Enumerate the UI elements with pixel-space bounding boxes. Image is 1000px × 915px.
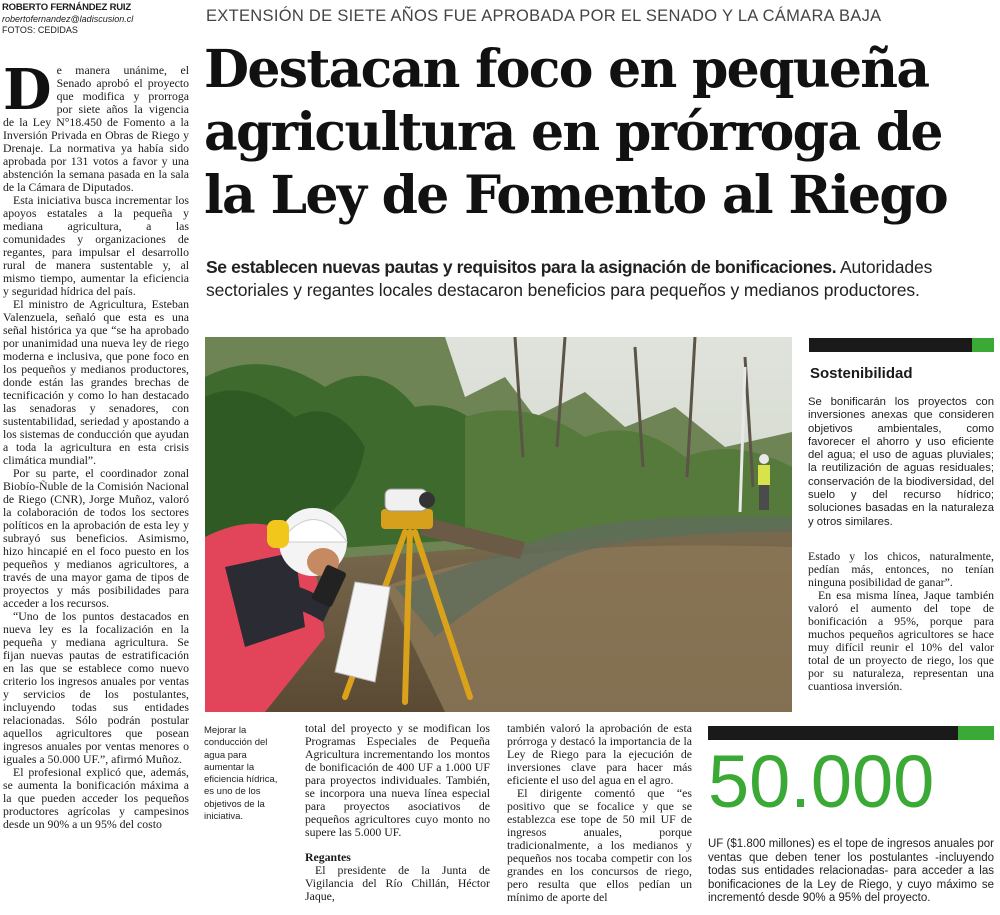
body-paragraph: Estado y los chicos, naturalmente, pedían más, entonces, no tenían ninguna posibilidad de ganar”.: [808, 549, 994, 589]
body-paragraph: Por su parte, el coordinador zonal Biobío-Ñuble de la Comisión Nacional de Riego (CNR), Jorge Muñoz, valoró la colaboración de todos los sectores políticos en la aprobación de esta ley y subrayó sus beneficios. Asimismo, hizo hincapié en el foco puesto en los pequeños y medianos agricultores, a través de una mayor gama de tipos de proyectos y más posibilidades para acceder a los recursos.: [3, 466, 189, 610]
body-paragraph: Esta iniciativa busca incrementar los apoyos estatales a la pequeña y mediana agricultura, a las comunidades y organizaciones de regantes, para impulsar el desarrollo rural de manera sustentable y, al mismo tiempo, aumentar la eficiencia y seguridad hídrica del país.: [3, 193, 189, 298]
body-paragraph: total del proyecto y se modifican los Programas Especiales de Pequeña Agricultura incrementando los montos de bonificación de 400 UF a 1.000 UF para proyectos individuales. También, se incorpora una nueva línea especial para proyectos asociativos de pequeños agricultores cuyo monto no supere las 5.000 UF.: [305, 721, 490, 839]
deck: [206, 256, 996, 302]
sidebar-rule-accent: [972, 338, 994, 352]
factbox-text: UF ($1.800 millones) es el tope de ingresos anuales por ventas que deben tener los postulantes -incluyendo todas sus entidades relacionadas- para acceder a las bonificaciones de la Ley de Riego, y cuyo máximo se incrementó desde 90% a 95% del proyecto.: [708, 838, 994, 905]
factbox-rule-accent: [958, 726, 994, 740]
photo-caption: Mejorar la conducción del agua para aumentar la eficiencia hídrica, es uno de los objetivos de la iniciativa.: [204, 725, 278, 823]
author-name: ROBERTO FERNÁNDEZ RUIZ: [2, 2, 131, 13]
body-paragraph: El ministro de Agricultura, Esteban Valenzuela, señaló que esta es una señal histórica ya que “se ha aprobado por unanimidad una nueva ley de riego moderna e inclusiva, que pone foco en los pequeños y medianos productores, donde están las grandes brechas de tecnificación y como lo han destacado las senadoras y senadores, con sustentabilidad, seriedad y apostando a los sistemas de conducción que ayudan a toda la agricultura en esta crisis climática mundial”.: [3, 297, 189, 467]
article-photo: [205, 337, 792, 712]
drop-cap: D: [3, 64, 52, 123]
body-column-1: [3, 64, 189, 914]
body-column-3: [507, 722, 692, 914]
sidebar-rule: [809, 338, 994, 352]
body-column-2: [305, 722, 490, 903]
body-paragraph: En esa misma línea, Jaque también valoró el aumento del tope de bonificación a 95%, porque para muchos pequeños agricultores se hace muy difícil reunir el 10% del valor total de un proyecto de riego, los que por su naturaleza, representan una cuantiosa inversión.: [808, 588, 994, 693]
subheading-regantes: Regantes: [305, 850, 351, 864]
body-column-4: [808, 550, 994, 693]
sidebar-text: Se bonificarán los proyectos con inversiones anexas que consideren objetivos ambientales, como favorecer el ahorro y uso eficiente del agua; el uso de aguas pluviales; la reutilización de aguas residuales; conservación de la biodiversidad, del suelo y del recurso hídrico; soluciones basadas en la naturaleza y otros similares.: [808, 396, 994, 528]
kicker: EXTENSIÓN DE SIETE AÑOS FUE APROBADA POR EL SENADO Y LA CÁMARA BAJA: [206, 7, 882, 25]
body-paragraph: El presidente de la Junta de Vigilancia del Río Chillán, Héctor Jaque,: [305, 863, 490, 903]
factbox-number: 50.000: [708, 740, 935, 823]
author-email[interactable]: robertofernandez@ladiscusion.cl: [2, 13, 134, 24]
deck-bold: Se establecen nuevas pautas y requisitos para la asignación de bonificaciones.: [206, 257, 837, 277]
body-paragraph: El profesional explicó que, además, se aumenta la bonificación máxima a la que pueden acceder los pequeños productores agrícolas y campesinos desde un 90% a un 95% del costo: [3, 765, 189, 831]
deck-rest: Autoridades sectoriales y regantes locales destacaron beneficios para pequeños y medianos productores.: [206, 257, 933, 300]
headline: Destacan foco en pequeña agricultura en prórroga de la Ley de Fomento al Riego: [204, 39, 947, 226]
body-paragraph: De manera unánime, el Senado aprobó el proyecto que modifica y prorroga por siete años la vigencia de la Ley N°18.450 de Fomento a la Inversión Privada en Obras de Riego y Drenaje. La normativa ya había sido aprobada por 131 votos a favor y una abstención la semana pasada en la sala de la Cámara de Diputados.: [3, 64, 189, 194]
body-paragraph: El dirigente comentó que “es positivo que se focalice y que se establezca ese tope de 50 mil UF de ingresos anuales, porque tradicionalmente, a los medianos y pequeños nos tocaba competir con los grandes en los concursos de riego, pero resulta que ellos pedían un mínimo de aporte del: [507, 786, 692, 904]
photo-credit: FOTOS: CEDIDAS: [2, 25, 78, 35]
sidebar-title: Sostenibilidad: [810, 365, 913, 382]
factbox-rule: [708, 726, 994, 740]
body-paragraph: “Uno de los puntos destacados en nueva ley es la focalización en la pequeña y mediana agricultura. Se fijan nuevas pautas de estratificación en las que se establece como nuevo criterio los ingresos anuales por ventas y servicios de los postulantes, incluyendo todas sus entidades relacionadas. Sólo podrán postular aquellos agricultores que posean ingresos anuales por ventas menores o iguales a 50.000 UF.”, afirmó Muñoz.: [3, 609, 189, 766]
body-paragraph: también valoró la aprobación de esta prórroga y destacó la importancia de la Ley de Riego para la ejecución de inversiones clave para hacer más eficiente el uso del agua en el agro.: [507, 722, 692, 787]
byline: [2, 2, 198, 37]
